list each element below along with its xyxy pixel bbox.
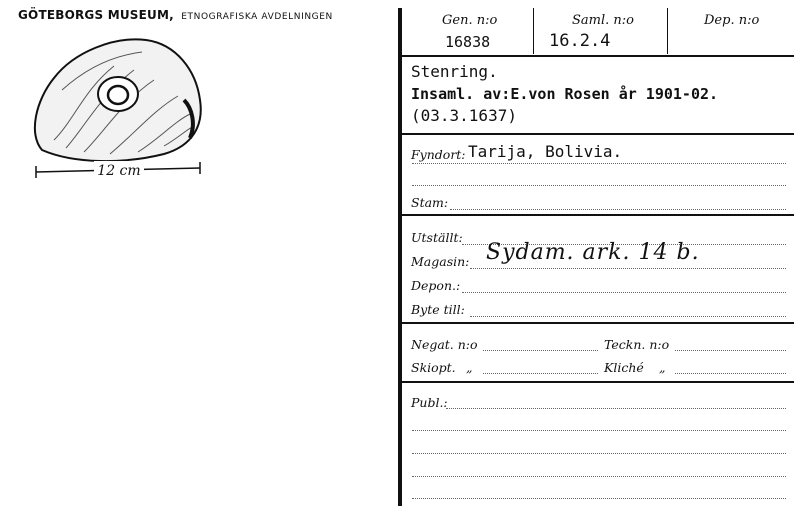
- rule: [402, 322, 794, 324]
- column-divider: [533, 8, 534, 54]
- collected-by: Insaml. av:E.von Rosen år 1901-02.: [411, 85, 719, 103]
- museum-header: [18, 8, 333, 22]
- dotted-line: [412, 163, 786, 164]
- gen-no-value: 16838: [445, 33, 491, 51]
- stone-ring-sketch: [14, 30, 214, 190]
- dotted-line: [412, 476, 786, 477]
- dotted-line: [450, 209, 786, 210]
- dotted-line: [470, 268, 786, 269]
- rule: [402, 55, 794, 57]
- saml-no-value: 16.2.4: [549, 31, 611, 51]
- dotted-line: [412, 498, 786, 499]
- storage-label: Magasin:: [411, 254, 470, 269]
- museum-name: GÖTEBORGS MUSEUM,: [18, 8, 174, 22]
- dotted-line: [412, 185, 786, 186]
- dotted-line: [446, 408, 786, 409]
- rule: [402, 133, 794, 135]
- dotted-line: [483, 350, 598, 351]
- dotted-line: [462, 292, 786, 293]
- slide-label: Skiopt.: [411, 360, 456, 375]
- slide-ditto-mark: „: [466, 360, 473, 375]
- old-number: (03.3.1637): [411, 106, 517, 125]
- deposit-label: Depon.:: [411, 278, 461, 293]
- drawing-no-label: Teckn. n:o: [604, 337, 670, 352]
- dotted-line: [483, 373, 598, 374]
- cliche-ditto-mark: „: [659, 360, 666, 375]
- department-name: ETNOGRAFISKA AVDELNINGEN: [181, 12, 333, 22]
- dotted-line: [412, 453, 786, 454]
- dotted-line: [675, 350, 786, 351]
- dotted-line: [470, 316, 786, 317]
- gen-no-label: Gen. n:o: [442, 13, 498, 28]
- rule: [402, 214, 794, 216]
- find-place-label: Fyndort:: [411, 147, 466, 162]
- negative-label: Negat. n:o: [411, 337, 478, 352]
- card-left-border: [398, 8, 402, 506]
- object-name: Stenring.: [411, 62, 498, 81]
- dotted-line: [675, 373, 786, 374]
- exhibited-label: Utställt:: [411, 230, 463, 245]
- saml-no-label: Saml. n:o: [572, 13, 634, 28]
- dotted-line: [412, 430, 786, 431]
- exchange-label: Byte till:: [411, 302, 465, 317]
- tribe-label: Stam:: [411, 195, 449, 210]
- column-divider: [667, 8, 668, 54]
- publication-label: Publ.:: [411, 395, 448, 410]
- find-place-value: Tarija, Bolivia.: [468, 142, 623, 161]
- scale-label: 12 cm: [97, 163, 141, 179]
- cliche-label: Kliché: [604, 360, 644, 375]
- rule: [402, 381, 794, 383]
- storage-value: Sydam. ark. 14 b.: [486, 240, 700, 265]
- dep-no-label: Dep. n:o: [704, 13, 760, 28]
